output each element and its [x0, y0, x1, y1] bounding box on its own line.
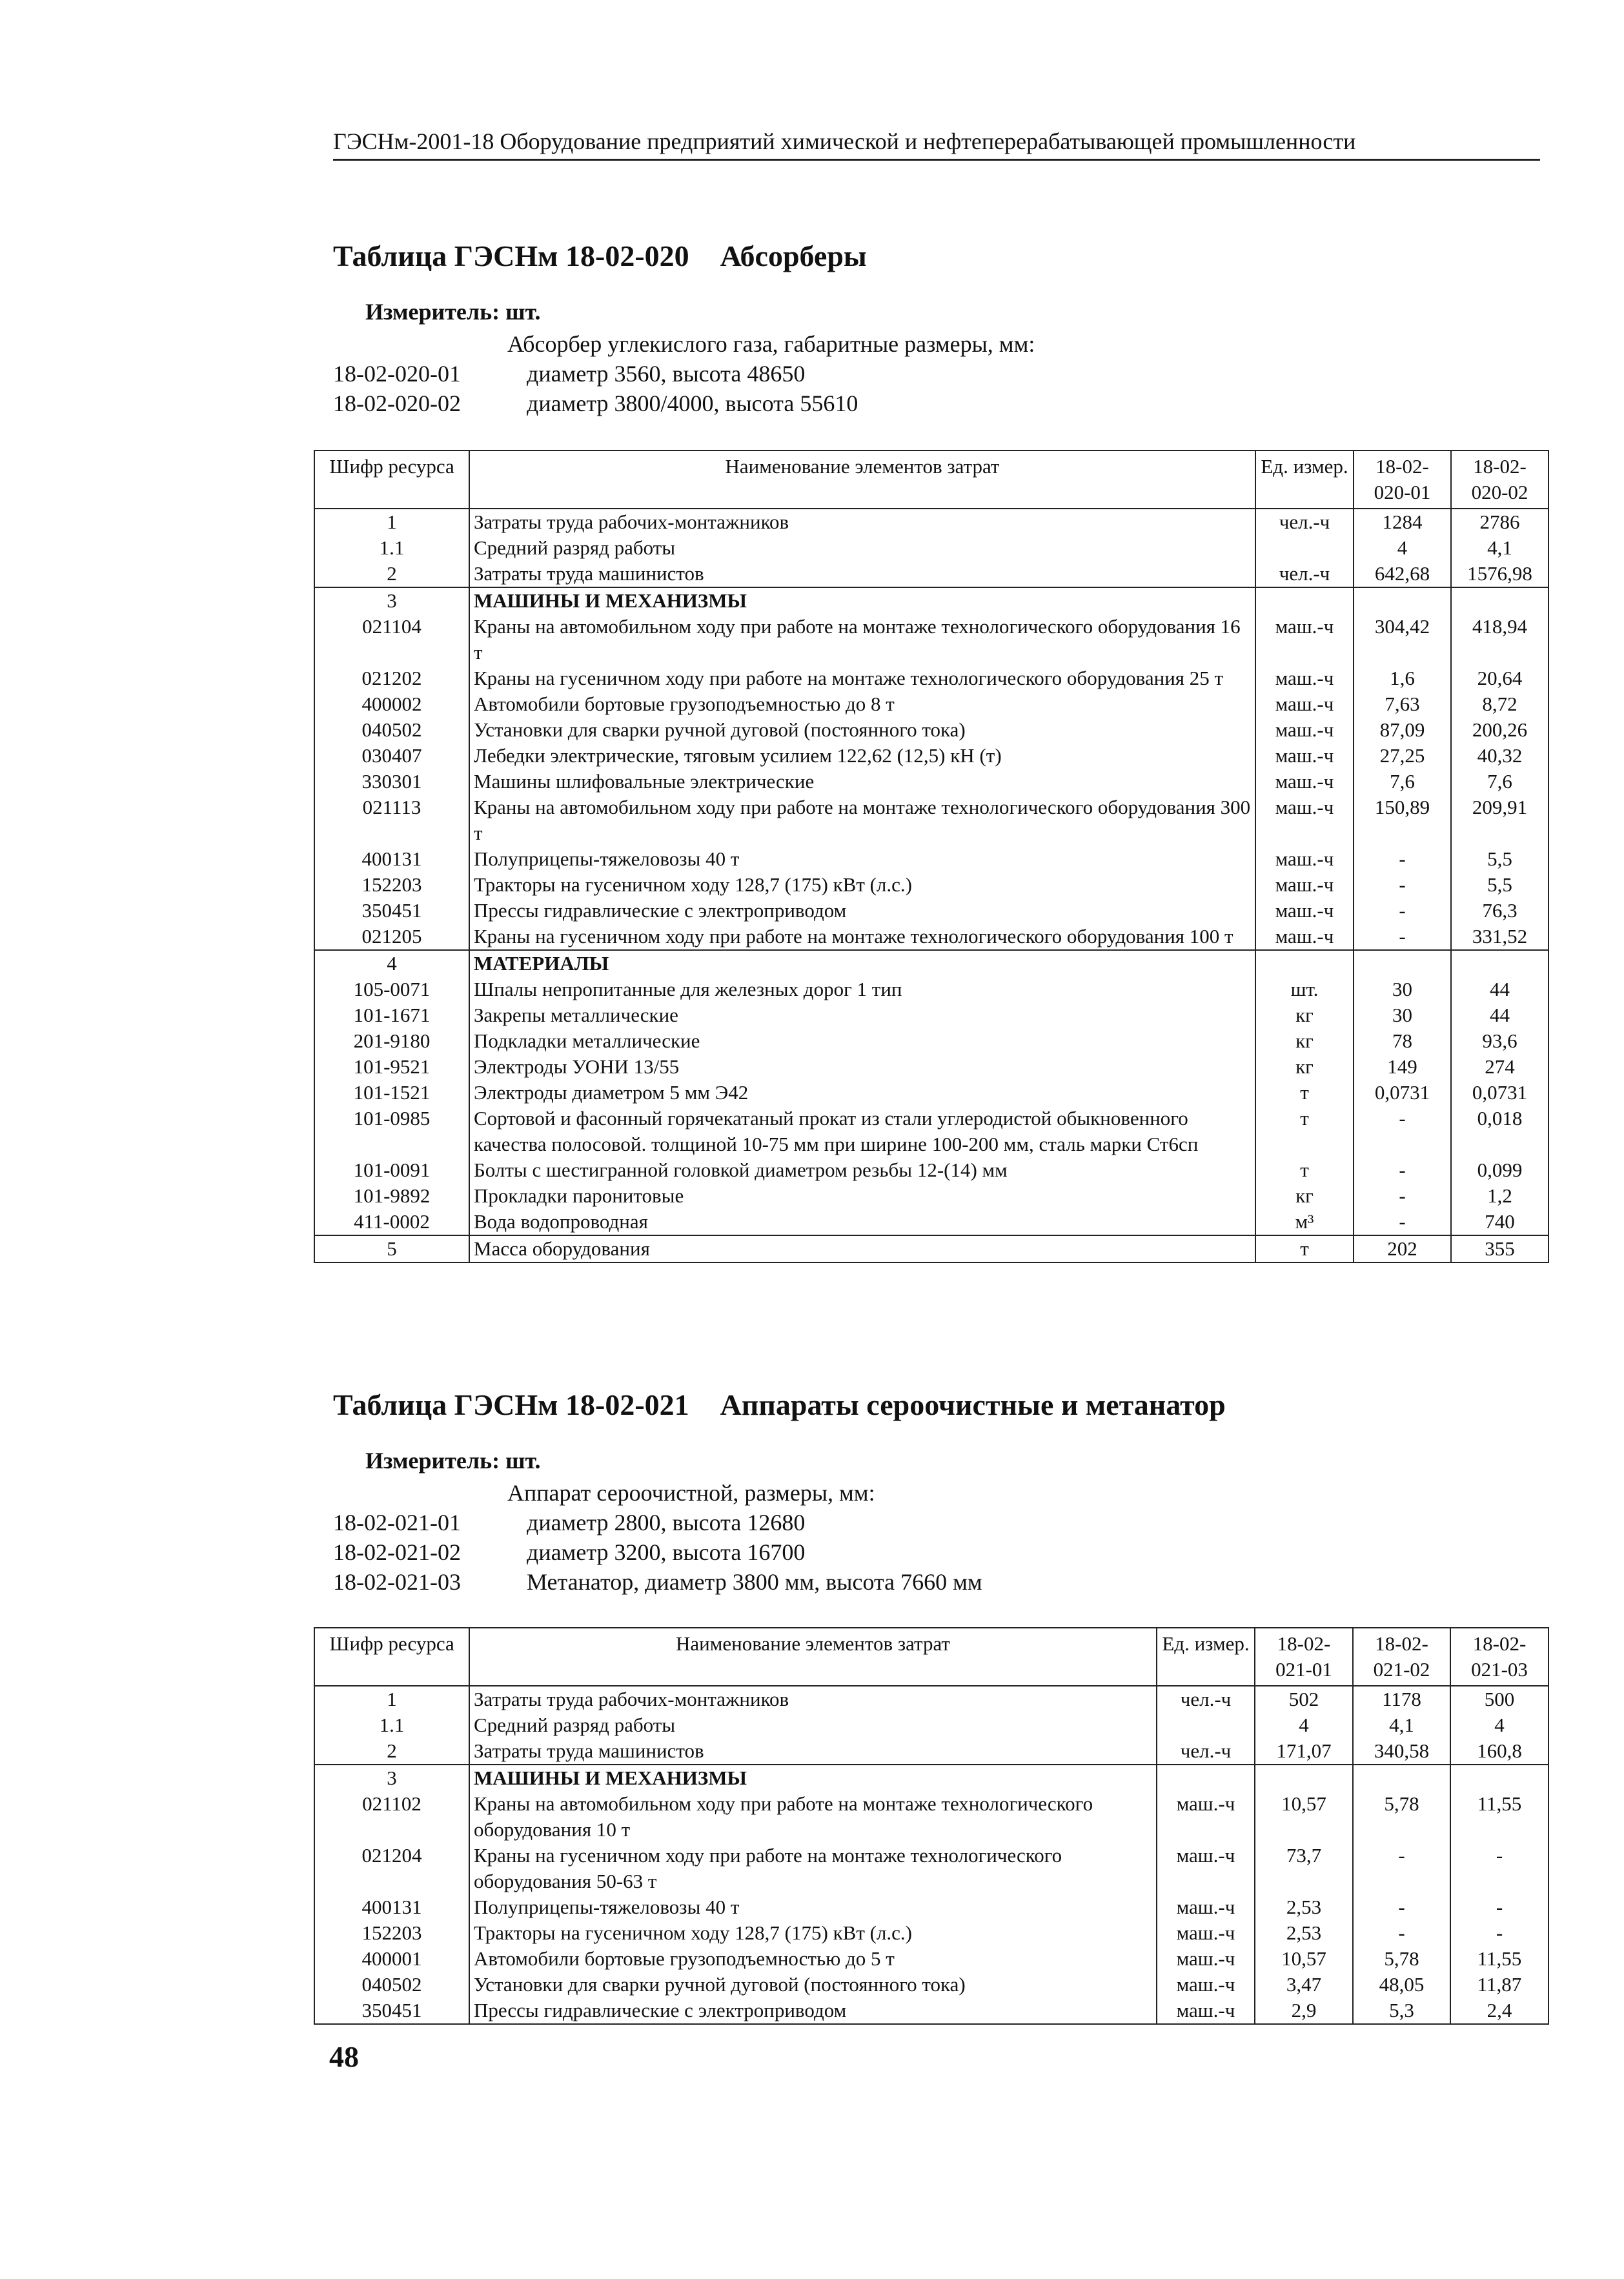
value-cell: 149 [1354, 1054, 1451, 1080]
resource-code-cell: 152203 [314, 872, 469, 898]
resource-code-cell: 400002 [314, 691, 469, 717]
table-row [314, 717, 1548, 743]
intro-line [333, 1508, 1559, 1537]
value-cell: 1284 [1354, 509, 1451, 535]
table-row [314, 977, 1548, 1002]
value-cell: 76,3 [1451, 898, 1548, 924]
unit-cell: кг [1255, 1183, 1354, 1209]
value-cell: 93,6 [1451, 1028, 1548, 1054]
value-cell: 740 [1451, 1209, 1548, 1235]
table2-title [333, 1388, 1226, 1422]
value-cell: 87,09 [1354, 717, 1451, 743]
cost-element-name-cell: Подкладки металлические [469, 1028, 1255, 1054]
value-cell: 200,26 [1451, 717, 1548, 743]
table1-header-col1: 18-02- 020-01 [1354, 451, 1451, 509]
resource-code-cell: 4 [314, 950, 469, 977]
unit-cell: т [1255, 1080, 1354, 1106]
page-number: 48 [329, 2040, 359, 2073]
table2-title-code: Таблица ГЭСНм 18-02-021 [333, 1388, 689, 1421]
resource-code-cell: 411-0002 [314, 1209, 469, 1235]
table-row [314, 1235, 1548, 1262]
table-row [314, 1894, 1548, 1920]
value-cell: - [1354, 1209, 1451, 1235]
value-cell: 160,8 [1450, 1738, 1548, 1765]
cost-element-name-cell: Автомобили бортовые грузоподъемностью до 5 т [469, 1946, 1157, 1972]
intro-text: диаметр 2800, высота 12680 [527, 1510, 806, 1535]
table2-body [314, 1686, 1548, 2024]
intro-code: 18-02-020-01 [333, 361, 461, 387]
intro-line [333, 1478, 1559, 1508]
table-row [314, 1712, 1548, 1738]
value-cell: 3,47 [1255, 1972, 1353, 1998]
value-cell: 11,87 [1450, 1972, 1548, 1998]
unit-cell: т [1255, 1106, 1354, 1157]
cost-element-name-cell: Затраты труда машинистов [469, 561, 1255, 587]
cost-element-name-cell: Полуприцепы-тяжеловозы 40 т [469, 846, 1255, 872]
unit-cell: маш.-ч [1255, 872, 1354, 898]
cost-element-name-cell: Прессы гидравлические с электроприводом [469, 1998, 1157, 2024]
cost-element-name-cell: Шпалы непропитанные для железных дорог 1 тип [469, 977, 1255, 1002]
resource-code-cell: 101-9521 [314, 1054, 469, 1080]
table-row [314, 1765, 1548, 1791]
table-row [314, 1686, 1548, 1712]
cost-element-name-cell: Установки для сварки ручной дуговой (постоянного тока) [469, 717, 1255, 743]
resource-code-cell: 1 [314, 509, 469, 535]
value-cell: 331,52 [1451, 924, 1548, 950]
resource-code-cell: 101-0091 [314, 1157, 469, 1183]
unit-cell: кг [1255, 1054, 1354, 1080]
table-row [314, 509, 1548, 535]
value-cell: 1,2 [1451, 1183, 1548, 1209]
cost-element-name-cell: Лебедки электрические, тяговым усилием 122,62 (12,5) кН (т) [469, 743, 1255, 769]
intro-code: 18-02-021-03 [333, 1569, 461, 1595]
value-cell: 30 [1354, 977, 1451, 1002]
table1-header-unit: Ед. измер. [1255, 451, 1354, 509]
table-row [314, 535, 1548, 561]
value-cell: - [1450, 1920, 1548, 1946]
value-cell: - [1354, 924, 1451, 950]
table-row [314, 1843, 1548, 1894]
unit-cell: м³ [1255, 1209, 1354, 1235]
resource-code-cell: 040502 [314, 1972, 469, 1998]
unit-cell: маш.-ч [1157, 1972, 1255, 1998]
resource-code-cell: 400001 [314, 1946, 469, 1972]
cost-element-name-cell: Средний разряд работы [469, 535, 1255, 561]
intro-line [333, 1567, 1559, 1597]
value-cell: 340,58 [1353, 1738, 1450, 1765]
value-cell [1255, 1765, 1353, 1791]
unit-cell: чел.-ч [1157, 1738, 1255, 1765]
value-cell: 40,32 [1451, 743, 1548, 769]
value-cell: 2,53 [1255, 1920, 1353, 1946]
unit-cell: чел.-ч [1255, 561, 1354, 587]
table-row [314, 1791, 1548, 1843]
table1-header-name: Наименование элементов затрат [469, 451, 1255, 509]
value-cell: 10,57 [1255, 1946, 1353, 1972]
resource-code-cell: 201-9180 [314, 1028, 469, 1054]
table2-intro [333, 1478, 1559, 1597]
unit-cell: маш.-ч [1157, 1791, 1255, 1843]
value-cell: 7,6 [1354, 769, 1451, 795]
unit-cell: маш.-ч [1157, 1920, 1255, 1946]
table-row [314, 950, 1548, 977]
table1-title [333, 239, 867, 273]
table1-header-col2: 18-02- 020-02 [1451, 451, 1548, 509]
value-cell: 0,099 [1451, 1157, 1548, 1183]
table1-body [314, 509, 1548, 1262]
resource-code-cell: 350451 [314, 1998, 469, 2024]
resource-code-cell: 101-1671 [314, 1002, 469, 1028]
intro-line [333, 359, 1559, 389]
value-cell: 500 [1450, 1686, 1548, 1712]
cost-element-name-cell: Электроды УОНИ 13/55 [469, 1054, 1255, 1080]
intro-line [333, 329, 1559, 359]
value-cell: 2,4 [1450, 1998, 1548, 2024]
resource-code-cell: 101-9892 [314, 1183, 469, 1209]
table-row [314, 561, 1548, 587]
unit-cell: шт. [1255, 977, 1354, 1002]
value-cell: 2786 [1451, 509, 1548, 535]
table2 [314, 1627, 1549, 2025]
value-cell [1451, 950, 1548, 977]
value-cell: 1,6 [1354, 665, 1451, 691]
table-row [314, 1028, 1548, 1054]
table-row [314, 898, 1548, 924]
intro-text: Метанатор, диаметр 3800 мм, высота 7660 мм [527, 1569, 982, 1595]
cost-element-name-cell: Тракторы на гусеничном ходу 128,7 (175) кВт (л.с.) [469, 872, 1255, 898]
resource-code-cell: 400131 [314, 846, 469, 872]
value-cell: 274 [1451, 1054, 1548, 1080]
intro-code: 18-02-021-02 [333, 1539, 461, 1565]
intro-text: Абсорбер углекислого газа, габаритные размеры, мм: [507, 331, 1035, 357]
table-row [314, 1002, 1548, 1028]
value-cell: 5,5 [1451, 846, 1548, 872]
unit-cell: чел.-ч [1255, 509, 1354, 535]
resource-code-cell: 021205 [314, 924, 469, 950]
cost-element-name-cell: Полуприцепы-тяжеловозы 40 т [469, 1894, 1157, 1920]
value-cell: 5,78 [1353, 1946, 1450, 1972]
cost-element-name-cell: Краны на автомобильном ходу при работе на монтаже технологического оборудования 300 т [469, 795, 1255, 846]
intro-line [333, 389, 1559, 418]
value-cell: 48,05 [1353, 1972, 1450, 1998]
table-row [314, 1946, 1548, 1972]
resource-code-cell: 3 [314, 587, 469, 614]
unit-cell [1255, 950, 1354, 977]
value-cell: 355 [1451, 1235, 1548, 1262]
table1-title-name: Абсорберы [720, 239, 867, 272]
table-row [314, 1209, 1548, 1235]
value-cell: - [1354, 1157, 1451, 1183]
table-row [314, 614, 1548, 665]
cost-element-name-cell: Масса оборудования [469, 1235, 1255, 1262]
table-row [314, 846, 1548, 872]
value-cell: - [1450, 1843, 1548, 1894]
intro-text: диаметр 3800/4000, высота 55610 [527, 390, 858, 416]
value-cell: - [1353, 1920, 1450, 1946]
cost-element-name-cell: Тракторы на гусеничном ходу 128,7 (175) кВт (л.с.) [469, 1920, 1157, 1946]
cost-element-name-cell: Средний разряд работы [469, 1712, 1157, 1738]
resource-code-cell: 1 [314, 1686, 469, 1712]
value-cell: - [1354, 1106, 1451, 1157]
table-row [314, 795, 1548, 846]
value-cell: 10,57 [1255, 1791, 1353, 1843]
unit-cell: маш.-ч [1157, 1843, 1255, 1894]
value-cell: 1178 [1353, 1686, 1450, 1712]
cost-element-name-cell: МАШИНЫ И МЕХАНИЗМЫ [469, 1765, 1157, 1791]
value-cell: 11,55 [1450, 1791, 1548, 1843]
cost-element-name-cell: Затраты труда машинистов [469, 1738, 1157, 1765]
table-row [314, 1738, 1548, 1765]
unit-cell: маш.-ч [1255, 846, 1354, 872]
value-cell: 2,9 [1255, 1998, 1353, 2024]
value-cell: 44 [1451, 977, 1548, 1002]
cost-element-name-cell: Болты с шестигранной головкой диаметром резьбы 12-(14) мм [469, 1157, 1255, 1183]
value-cell: - [1354, 898, 1451, 924]
cost-element-name-cell: Электроды диаметром 5 мм Э42 [469, 1080, 1255, 1106]
cost-element-name-cell: МАШИНЫ И МЕХАНИЗМЫ [469, 587, 1255, 614]
value-cell: 7,6 [1451, 769, 1548, 795]
unit-cell: т [1255, 1235, 1354, 1262]
value-cell [1354, 950, 1451, 977]
table-row [314, 1920, 1548, 1946]
unit-cell: маш.-ч [1255, 924, 1354, 950]
running-header: ГЭСНм-2001-18 Оборудование предприятий химической и нефтеперерабатывающей промышленности [333, 128, 1540, 161]
table-row [314, 1157, 1548, 1183]
value-cell [1451, 587, 1548, 614]
value-cell: 8,72 [1451, 691, 1548, 717]
resource-code-cell: 021204 [314, 1843, 469, 1894]
unit-cell: маш.-ч [1255, 898, 1354, 924]
value-cell [1450, 1765, 1548, 1791]
table-row [314, 587, 1548, 614]
value-cell: 27,25 [1354, 743, 1451, 769]
value-cell: 0,0731 [1451, 1080, 1548, 1106]
resource-code-cell: 1.1 [314, 1712, 469, 1738]
value-cell: 2,53 [1255, 1894, 1353, 1920]
resource-code-cell: 021102 [314, 1791, 469, 1843]
cost-element-name-cell: Машины шлифовальные электрические [469, 769, 1255, 795]
table1-title-code: Таблица ГЭСНм 18-02-020 [333, 239, 689, 272]
value-cell: 502 [1255, 1686, 1353, 1712]
resource-code-cell: 330301 [314, 769, 469, 795]
value-cell: - [1353, 1843, 1450, 1894]
table2-header-code: Шифр ресурса [314, 1628, 469, 1686]
intro-code: 18-02-020-02 [333, 390, 461, 416]
table-row [314, 872, 1548, 898]
cost-element-name-cell: Вода водопроводная [469, 1209, 1255, 1235]
cost-element-name-cell: Краны на гусеничном ходу при работе на монтаже технологического оборудования 50-63 т [469, 1843, 1157, 1894]
resource-code-cell: 040502 [314, 717, 469, 743]
value-cell: 4,1 [1353, 1712, 1450, 1738]
intro-line [333, 1537, 1559, 1567]
unit-cell [1255, 535, 1354, 561]
value-cell: 73,7 [1255, 1843, 1353, 1894]
table2-header-unit: Ед. измер. [1157, 1628, 1255, 1686]
intro-text: диаметр 3560, высота 48650 [527, 361, 806, 387]
resource-code-cell: 152203 [314, 1920, 469, 1946]
resource-code-cell: 5 [314, 1235, 469, 1262]
unit-cell: кг [1255, 1002, 1354, 1028]
unit-cell: маш.-ч [1255, 665, 1354, 691]
value-cell: 4 [1450, 1712, 1548, 1738]
resource-code-cell: 105-0071 [314, 977, 469, 1002]
value-cell: - [1353, 1894, 1450, 1920]
value-cell: - [1354, 872, 1451, 898]
table2-header-col2: 18-02- 021-02 [1353, 1628, 1450, 1686]
value-cell: 171,07 [1255, 1738, 1353, 1765]
resource-code-cell: 400131 [314, 1894, 469, 1920]
value-cell: 642,68 [1354, 561, 1451, 587]
unit-cell: маш.-ч [1255, 795, 1354, 846]
table1-intro [333, 329, 1559, 418]
value-cell: 4 [1354, 535, 1451, 561]
resource-code-cell: 2 [314, 561, 469, 587]
table2-header-name: Наименование элементов затрат [469, 1628, 1157, 1686]
unit-cell [1255, 587, 1354, 614]
table-row [314, 1183, 1548, 1209]
value-cell: 150,89 [1354, 795, 1451, 846]
value-cell: 0,018 [1451, 1106, 1548, 1157]
value-cell: 44 [1451, 1002, 1548, 1028]
cost-element-name-cell: Краны на автомобильном ходу при работе на монтаже технологического оборудования 16 т [469, 614, 1255, 665]
unit-cell: маш.-ч [1255, 769, 1354, 795]
unit-cell: маш.-ч [1255, 614, 1354, 665]
table-row [314, 924, 1548, 950]
cost-element-name-cell: Краны на гусеничном ходу при работе на монтаже технологического оборудования 100 т [469, 924, 1255, 950]
cost-element-name-cell: Закрепы металлические [469, 1002, 1255, 1028]
value-cell: 11,55 [1450, 1946, 1548, 1972]
cost-element-name-cell: Краны на автомобильном ходу при работе на монтаже технологического оборудования 10 т [469, 1791, 1157, 1843]
table1-measure: Измеритель: шт. [365, 299, 541, 325]
cost-element-name-cell: Затраты труда рабочих-монтажников [469, 1686, 1157, 1712]
table-row [314, 743, 1548, 769]
table-row [314, 1972, 1548, 1998]
value-cell: 1576,98 [1451, 561, 1548, 587]
value-cell: 5,3 [1353, 1998, 1450, 2024]
unit-cell: маш.-ч [1157, 1946, 1255, 1972]
table2-header-col3: 18-02- 021-03 [1450, 1628, 1548, 1686]
cost-element-name-cell: Краны на гусеничном ходу при работе на монтаже технологического оборудования 25 т [469, 665, 1255, 691]
intro-text: диаметр 3200, высота 16700 [527, 1539, 806, 1565]
value-cell: 5,5 [1451, 872, 1548, 898]
resource-code-cell: 030407 [314, 743, 469, 769]
resource-code-cell: 3 [314, 1765, 469, 1791]
unit-cell: т [1255, 1157, 1354, 1183]
cost-element-name-cell: Прокладки паронитовые [469, 1183, 1255, 1209]
cost-element-name-cell: Сортовой и фасонный горячекатаный прокат из стали углеродистой обыкновенного качества полосовой. толщиной 10-75 мм при ширине 100-200 мм, сталь марки Ст6сп [469, 1106, 1255, 1157]
resource-code-cell: 2 [314, 1738, 469, 1765]
unit-cell [1157, 1765, 1255, 1791]
cost-element-name-cell: Автомобили бортовые грузоподъемностью до 8 т [469, 691, 1255, 717]
value-cell: 30 [1354, 1002, 1451, 1028]
table2-header-row [314, 1628, 1548, 1686]
value-cell: 78 [1354, 1028, 1451, 1054]
value-cell: - [1450, 1894, 1548, 1920]
table-row [314, 1998, 1548, 2024]
unit-cell: маш.-ч [1255, 743, 1354, 769]
value-cell: - [1354, 846, 1451, 872]
table-row [314, 1080, 1548, 1106]
unit-cell: маш.-ч [1157, 1894, 1255, 1920]
table1-header-row [314, 451, 1548, 509]
value-cell [1354, 587, 1451, 614]
resource-code-cell: 021202 [314, 665, 469, 691]
table1 [314, 450, 1549, 1263]
intro-code: 18-02-021-01 [333, 1510, 461, 1535]
value-cell: 209,91 [1451, 795, 1548, 846]
table-row [314, 1054, 1548, 1080]
unit-cell: маш.-ч [1255, 691, 1354, 717]
unit-cell [1157, 1712, 1255, 1738]
unit-cell: чел.-ч [1157, 1686, 1255, 1712]
value-cell: 20,64 [1451, 665, 1548, 691]
resource-code-cell: 101-1521 [314, 1080, 469, 1106]
value-cell: 0,0731 [1354, 1080, 1451, 1106]
table2-measure: Измеритель: шт. [365, 1448, 541, 1474]
value-cell: - [1354, 1183, 1451, 1209]
resource-code-cell: 350451 [314, 898, 469, 924]
resource-code-cell: 021113 [314, 795, 469, 846]
value-cell: 202 [1354, 1235, 1451, 1262]
table1-header-code: Шифр ресурса [314, 451, 469, 509]
value-cell: 304,42 [1354, 614, 1451, 665]
value-cell: 5,78 [1353, 1791, 1450, 1843]
cost-element-name-cell: Прессы гидравлические с электроприводом [469, 898, 1255, 924]
resource-code-cell: 1.1 [314, 535, 469, 561]
resource-code-cell: 021104 [314, 614, 469, 665]
table-row [314, 769, 1548, 795]
table-row [314, 665, 1548, 691]
resource-code-cell: 101-0985 [314, 1106, 469, 1157]
value-cell: 4 [1255, 1712, 1353, 1738]
intro-text: Аппарат сероочистной, размеры, мм: [507, 1480, 875, 1506]
table2-header-col1: 18-02- 021-01 [1255, 1628, 1353, 1686]
table-row [314, 1106, 1548, 1157]
unit-cell: маш.-ч [1255, 717, 1354, 743]
unit-cell: маш.-ч [1157, 1998, 1255, 2024]
table-row [314, 691, 1548, 717]
value-cell: 7,63 [1354, 691, 1451, 717]
value-cell: 4,1 [1451, 535, 1548, 561]
unit-cell: кг [1255, 1028, 1354, 1054]
cost-element-name-cell: Затраты труда рабочих-монтажников [469, 509, 1255, 535]
cost-element-name-cell: Установки для сварки ручной дуговой (постоянного тока) [469, 1972, 1157, 1998]
value-cell: 418,94 [1451, 614, 1548, 665]
table2-title-name: Аппараты сероочистные и метанатор [720, 1388, 1226, 1421]
cost-element-name-cell: МАТЕРИАЛЫ [469, 950, 1255, 977]
value-cell [1353, 1765, 1450, 1791]
